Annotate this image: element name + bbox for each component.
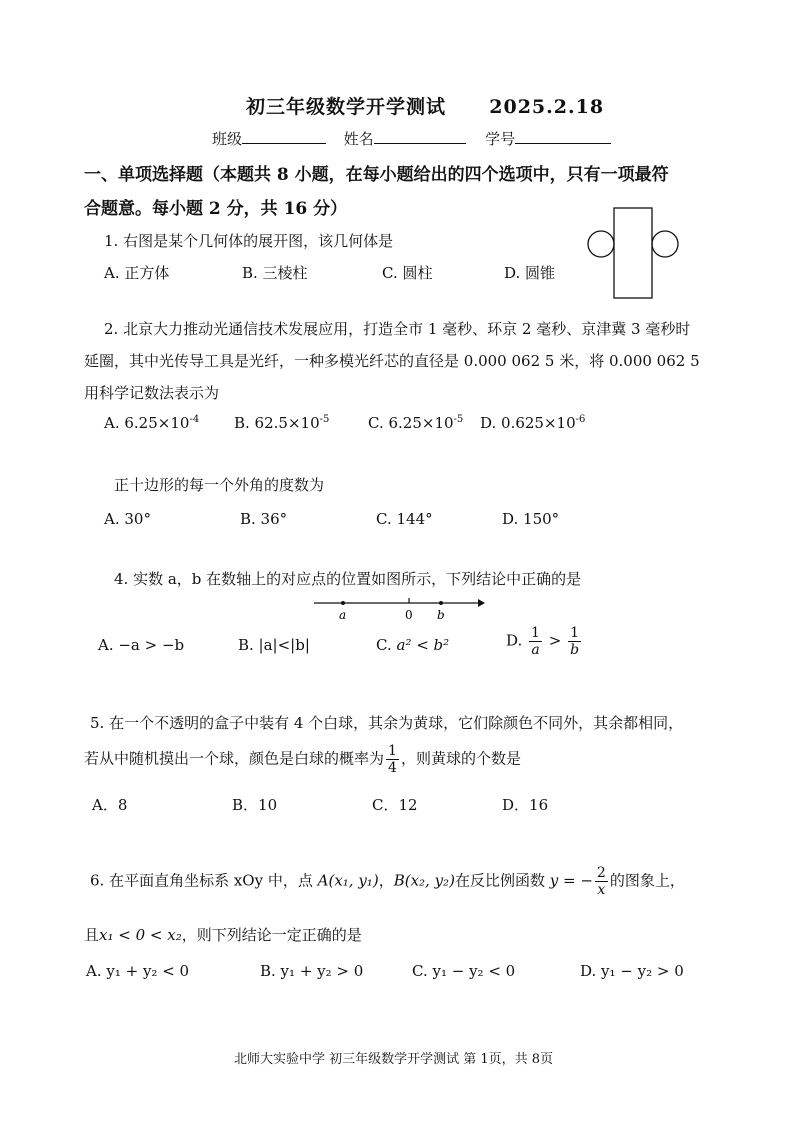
net-circle-left <box>588 231 614 257</box>
q2-option-d-exp: -6 <box>575 414 586 425</box>
q2-option-c[interactable] <box>368 414 463 432</box>
q6-line1-post: 的图象上， <box>609 871 685 890</box>
q2-option-d-text: D. 0.625×10 <box>480 414 576 432</box>
class-blank[interactable] <box>242 129 326 144</box>
student-info-row <box>212 128 611 149</box>
q4-option-d-prefix: D. <box>506 631 523 650</box>
number-line-arrow <box>478 599 485 607</box>
q6-func-lhs: y = − <box>549 871 593 890</box>
q1-option-b[interactable]: B. 三棱柱 <box>242 264 308 282</box>
point-a-dot <box>341 601 345 605</box>
label-b: b <box>437 608 445 622</box>
q6-line2 <box>84 924 362 945</box>
q2-option-b[interactable] <box>234 414 329 432</box>
title-text: 初三年级数学开学测试 <box>246 96 447 118</box>
q5-frac-den: 4 <box>388 760 397 776</box>
q6-condition: x₁ < 0 < x₂ <box>99 926 182 944</box>
q4-option-c-math: a² < b² <box>396 636 450 654</box>
q4-option-c[interactable] <box>376 636 449 654</box>
q2-option-a[interactable] <box>104 414 199 432</box>
q1-option-d[interactable]: D. 圆锥 <box>504 264 556 282</box>
q5-line2 <box>84 744 521 775</box>
q1-option-a[interactable]: A. 正方体 <box>104 264 170 282</box>
q2-option-b-text: B. 62.5×10 <box>234 414 320 432</box>
q4-d-num-1: 1 <box>531 625 540 641</box>
cylinder-net-figure <box>580 206 690 302</box>
q3-option-a[interactable]: A. 30° <box>104 510 151 528</box>
name-label: 姓名 <box>343 130 374 148</box>
id-label: 学号 <box>485 130 516 148</box>
q3-option-b[interactable]: B. 36° <box>240 510 288 528</box>
number-line-figure <box>310 592 486 622</box>
id-blank[interactable] <box>515 129 611 144</box>
q6-option-d[interactable]: D. y₁ − y₂ > 0 <box>580 962 684 980</box>
q2-line3: 用科学记数法表示为 <box>84 384 220 402</box>
q5-option-c[interactable]: C．12 <box>372 796 418 814</box>
label-zero: 0 <box>405 608 413 622</box>
test-date: 2025.2.18 <box>489 96 605 118</box>
q3-stem: 正十边形的每一个外角的度数为 <box>114 476 325 494</box>
section-heading-line2: 合题意。每小题 2 分，共 16 分） <box>84 199 348 219</box>
class-label: 班级 <box>212 130 243 148</box>
page-footer: 北师大实验中学 初三年级数学开学测试 第 1页，共 8页 <box>234 1052 554 1067</box>
q2-option-c-text: C. 6.25×10 <box>368 414 454 432</box>
q6-point-a: A(x₁, y₁) <box>317 871 379 890</box>
q4-option-a[interactable]: A. −a > −b <box>98 636 185 654</box>
q6-point-b: B(x₂, y₂) <box>393 871 455 890</box>
q3-option-d[interactable]: D. 150° <box>502 510 560 528</box>
label-a: a <box>339 608 347 622</box>
q6-line1 <box>90 866 685 897</box>
q6-line2-post: ，则下列结论一定正确的是 <box>181 926 362 944</box>
q6-line1-pre: 6. 在平面直角坐标系 xOy 中，点 <box>90 871 313 890</box>
q6-func-num: 2 <box>596 865 606 881</box>
page-title <box>246 92 604 119</box>
q2-option-d[interactable] <box>480 414 585 432</box>
point-b-dot <box>439 601 443 605</box>
q4-d-num-2: 1 <box>570 625 580 641</box>
q4-stem: 4. 实数 a，b 在数轴上的对应点的位置如图所示，下列结论中正确的是 <box>114 570 582 588</box>
net-circle-right <box>652 231 678 257</box>
q6-line2-pre: 且 <box>84 926 100 944</box>
q2-option-c-exp: -5 <box>453 414 464 425</box>
q4-d-den-a: a <box>531 642 540 658</box>
section-heading-line1: 一、单项选择题（本题共 8 小题，在每小题给出的四个选项中，只有一项最符 <box>84 165 669 185</box>
q5-frac-num: 1 <box>388 743 397 759</box>
q6-option-a[interactable]: A. y₁ + y₂ < 0 <box>86 962 190 980</box>
q5-option-d[interactable]: D．16 <box>502 796 549 814</box>
q5-option-b[interactable]: B．10 <box>232 796 278 814</box>
q4-d-gt: > <box>548 631 562 650</box>
q5-line2-post: ，则黄球的个数是 <box>400 749 521 768</box>
q4-option-d[interactable] <box>506 626 583 657</box>
q2-option-b-exp: -5 <box>319 414 330 425</box>
q6-option-c[interactable]: C. y₁ − y₂ < 0 <box>412 962 516 980</box>
q2-line1: 2. 北京大力推动光通信技术发展应用，打造全市 1 毫秒、环京 2 毫秒、京津冀 3 毫秒时 <box>104 320 691 338</box>
q5-option-a[interactable]: A．8 <box>92 796 128 814</box>
q5-line2-pre: 若从中随机摸出一个球，颜色是白球的概率为 <box>84 749 385 768</box>
q1-option-c[interactable]: C. 圆柱 <box>382 264 433 282</box>
q5-line1: 5. 在一个不透明的盒子中装有 4 个白球，其余为黄球，它们除颜色不同外，其余都相同， <box>90 714 684 732</box>
q6-func-den: x <box>597 882 606 898</box>
q2-option-a-text: A. 6.25×10 <box>104 414 190 432</box>
q4-d-den-b: b <box>570 642 580 658</box>
q6-line1-mid: 在反比例函数 <box>454 871 545 890</box>
name-blank[interactable] <box>374 129 466 144</box>
q4-option-b[interactable]: B. |a|<|b| <box>238 636 310 654</box>
net-rectangle <box>614 208 652 298</box>
q3-option-c[interactable]: C. 144° <box>376 510 433 528</box>
q6-sep: ， <box>378 871 394 890</box>
q6-option-b[interactable]: B. y₁ + y₂ > 0 <box>260 962 364 980</box>
q2-line2: 延圈，其中光传导工具是光纤，一种多模光纤芯的直径是 0.000 062 5 米，将 0.000 062 5 <box>84 352 700 370</box>
q1-stem: 1. 右图是某个几何体的展开图，该几何体是 <box>104 232 394 250</box>
q4-option-c-prefix: C. <box>376 636 392 654</box>
q2-option-a-exp: -4 <box>189 414 200 425</box>
